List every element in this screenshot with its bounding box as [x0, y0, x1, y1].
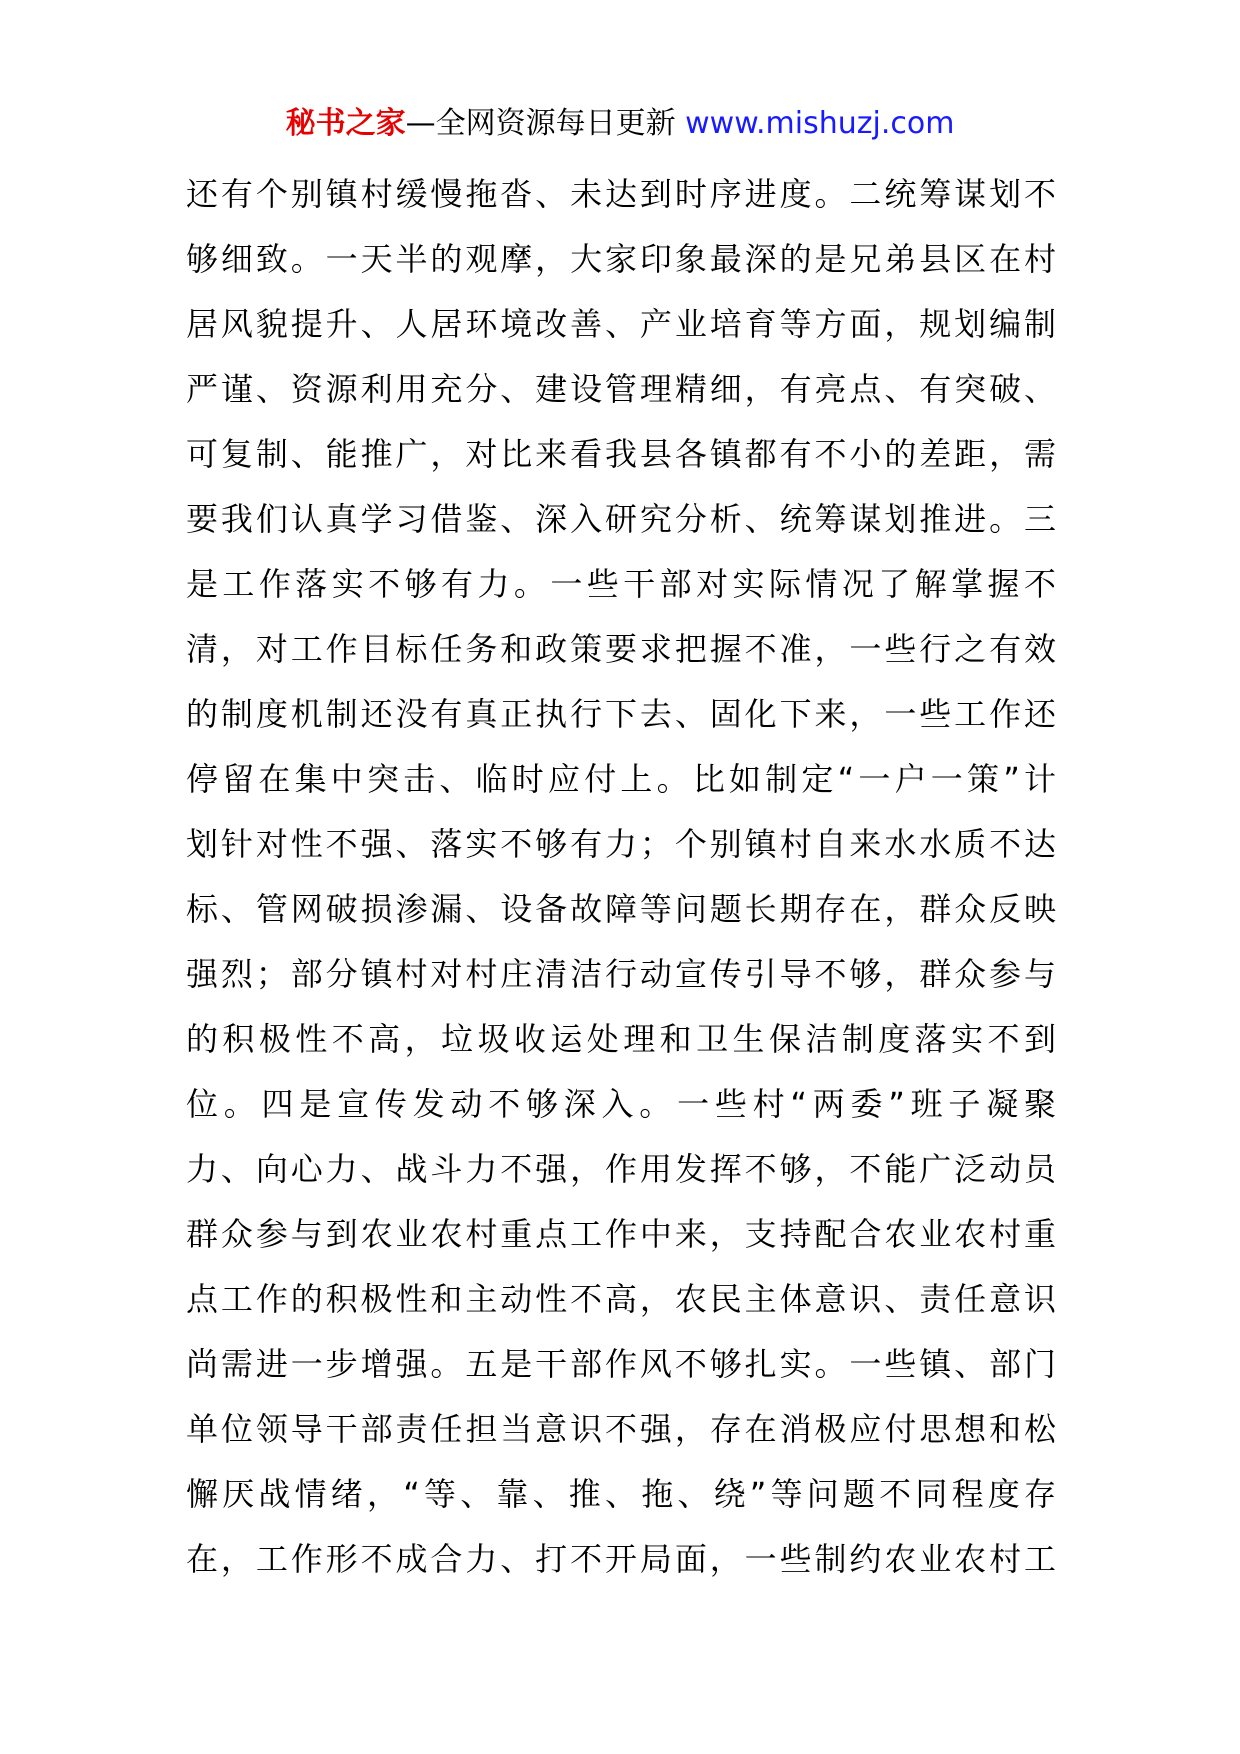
text-line: 停留在集中突击、临时应付上。比如制定“一户一策”计: [186, 760, 1056, 798]
text-line: 要我们认真学习借鉴、深入研究分析、统筹谋划推进。三: [186, 500, 1056, 538]
text-line: 力、向心力、战斗力不强，作用发挥不够，不能广泛动员: [186, 1150, 1056, 1188]
text-line: 标、管网破损渗漏、设备故障等问题长期存在，群众反映: [186, 890, 1056, 928]
header-site-link[interactable]: www.mishuzj.com: [685, 106, 955, 141]
text-line: 可复制、能推广，对比来看我县各镇都有不小的差距，需: [186, 435, 1056, 473]
text-line: 位。四是宣传发动不够深入。一些村“两委”班子凝聚: [186, 1085, 1056, 1123]
text-line: 懈厌战情绪，“等、靠、推、拖、绕”等问题不同程度存: [186, 1475, 1056, 1513]
header-brand: 秘书之家: [285, 106, 406, 141]
text-line: 是工作落实不够有力。一些干部对实际情况了解掌握不: [186, 565, 1056, 603]
header-slogan: —全网资源每日更新: [405, 106, 686, 141]
text-line: 还有个别镇村缓慢拖沓、未达到时序进度。二统筹谋划不: [186, 175, 1056, 213]
text-line: 划针对性不强、落实不够有力；个别镇村自来水水质不达: [186, 825, 1056, 863]
text-line: 强烈；部分镇村对村庄清洁行动宣传引导不够，群众参与: [186, 955, 1056, 993]
text-line: 尚需进一步增强。五是干部作风不够扎实。一些镇、部门: [186, 1345, 1056, 1383]
body-paragraph: [186, 162, 1056, 1592]
text-line: 居风貌提升、人居环境改善、产业培育等方面，规划编制: [186, 305, 1056, 343]
text-line: 点工作的积极性和主动性不高，农民主体意识、责任意识: [186, 1280, 1056, 1318]
text-line: 群众参与到农业农村重点工作中来，支持配合农业农村重: [186, 1215, 1056, 1253]
text-line: 的积极性不高，垃圾收运处理和卫生保洁制度落实不到: [186, 1020, 1056, 1058]
text-line: 的制度机制还没有真正执行下去、固化下来，一些工作还: [186, 695, 1056, 733]
page-header: [0, 102, 1240, 146]
text-line: 在，工作形不成合力、打不开局面，一些制约农业农村工: [186, 1540, 1056, 1578]
text-line: 单位领导干部责任担当意识不强，存在消极应付思想和松: [186, 1410, 1056, 1448]
text-line: 够细致。一天半的观摩，大家印象最深的是兄弟县区在村: [186, 240, 1056, 278]
text-line: 清，对工作目标任务和政策要求把握不准，一些行之有效: [186, 630, 1056, 668]
text-line: 严谨、资源利用充分、建设管理精细，有亮点、有突破、: [186, 370, 1056, 408]
